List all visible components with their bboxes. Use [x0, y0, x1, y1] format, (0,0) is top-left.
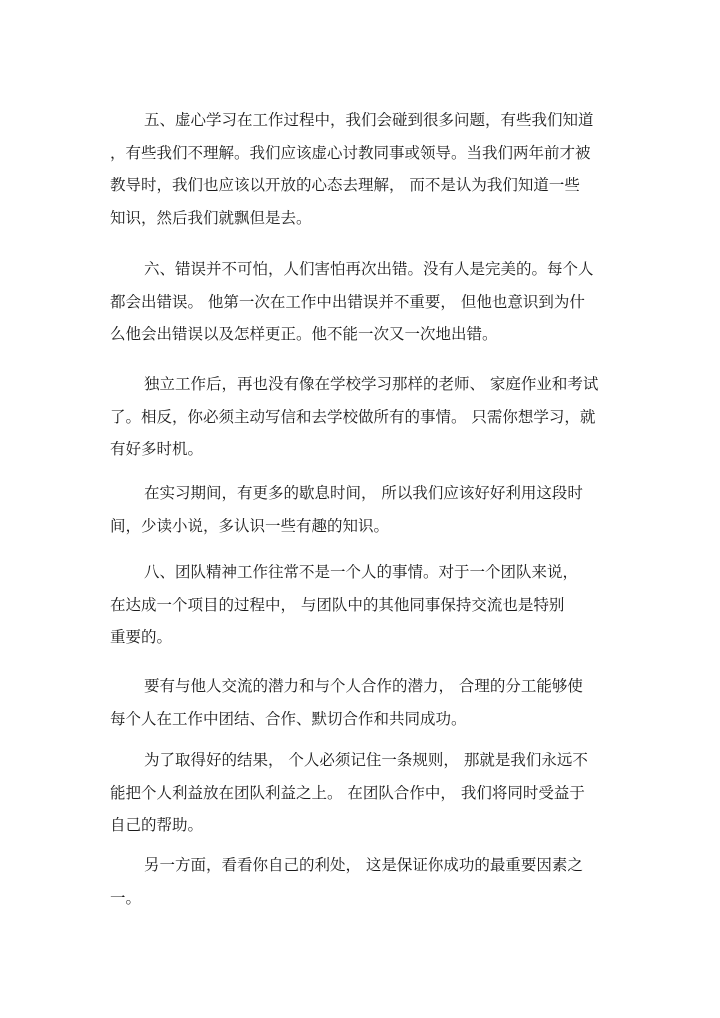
paragraph-independent-work	[110, 368, 610, 466]
text-line: 自己的帮助。	[110, 816, 204, 834]
text-line: 五、虚心学习在工作过程中，我们会碰到很多问题，有些我们知道	[144, 111, 594, 129]
paragraph-communication	[110, 670, 610, 735]
text-line: 另一方面，看看你自己的利处， 这是保证你成功的最重要因素之	[144, 856, 583, 874]
text-line: 为了取得好的结果， 个人必须记住一条规则， 那就是我们永远不	[144, 751, 588, 769]
text-line: 教导时，我们也应该以开放的心态去理解， 而不是认为我们知道一些	[110, 176, 580, 194]
text-line: 在实习期间，有更多的歇息时间， 所以我们应该好好利用这段时	[144, 484, 583, 502]
text-line: 么他会出错误以及怎样更正。他不能一次又一次地出错。	[110, 325, 498, 343]
paragraph-self-benefit	[110, 849, 610, 914]
text-line: 知识，然后我们就飘但是去。	[110, 208, 312, 227]
text-line: ，有些我们不理解。我们应该虚心讨教同事或领导。当我们两年前才被	[110, 143, 591, 162]
text-line: 六、错误并不可怕，人们害怕再次出错。没有人是完美的。每个人	[144, 260, 594, 278]
text-line: 能把个人利益放在团队利益之上。 在团队合作中， 我们将同时受益于	[110, 783, 585, 802]
text-line: 每个人在工作中团结、合作、默切合作和共同成功。	[110, 709, 467, 728]
text-line: 一。	[110, 888, 142, 907]
text-line: 独立工作后，再也没有像在学校学习那样的老师、 家庭作业和考试	[144, 375, 599, 393]
paragraph-internship-time	[110, 477, 610, 542]
paragraph-8-team-spirit	[110, 556, 610, 654]
paragraph-5-humble-learning	[110, 104, 610, 234]
text-line: 有好多时机。	[110, 440, 204, 458]
text-line: 要有与他人交流的潜力和与个人合作的潜力， 合理的分工能够使	[144, 677, 583, 695]
text-line: 八、团队精神工作往常不是一个人的事情。对于一个团队来说，	[144, 563, 579, 581]
paragraph-6-mistakes	[110, 253, 610, 351]
paragraph-rule	[110, 744, 610, 842]
text-line: 重要的。	[110, 628, 173, 646]
text-line: 在达成一个项目的过程中， 与团队中的其他同事保持交流也是特别	[110, 595, 565, 614]
text-line: 都会出错误。 他第一次在工作中出错误并不重要， 但他也意识到为什	[110, 292, 585, 311]
text-line: 间，少读小说，多认识一些有趣的知识。	[110, 516, 390, 535]
text-line: 了。相反，你必须主动写信和去学校做所有的事情。 只需你想学习，就	[110, 407, 596, 426]
